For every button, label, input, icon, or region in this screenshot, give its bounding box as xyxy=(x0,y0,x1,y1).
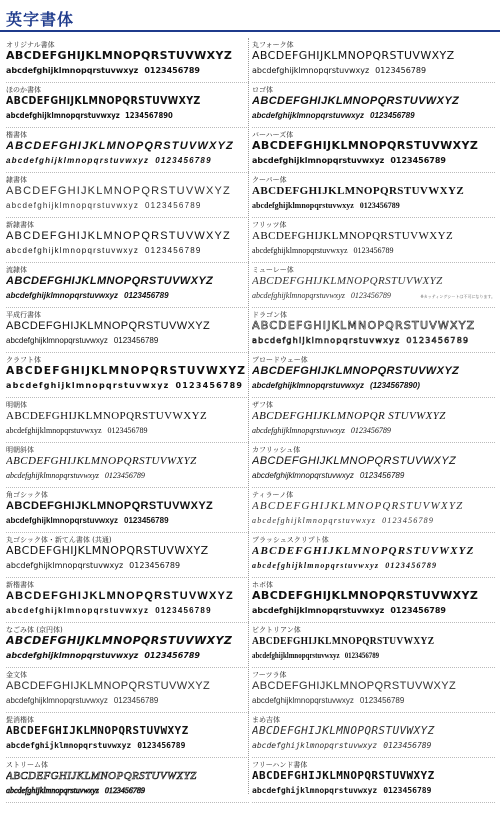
font-sample-card xyxy=(6,578,249,623)
lowercase-sample-line xyxy=(252,65,426,77)
lowercase-sample-line xyxy=(6,560,180,572)
font-sample-card xyxy=(6,398,249,443)
font-sample-card xyxy=(6,83,249,128)
lowercase-sample: abcdefghijklmnopqrstuvwxyz xyxy=(6,696,108,705)
font-note: ※カッティングシートは不可になります。 xyxy=(420,294,495,299)
digits-sample: 0123456789 xyxy=(144,66,200,75)
lowercase-sample-line xyxy=(252,155,446,167)
lowercase-sample-line xyxy=(252,515,434,527)
title-rule xyxy=(0,30,500,32)
uppercase-sample: ABCDEFGHIJKLMNOPQRSTUVWXYZ xyxy=(6,230,231,242)
lowercase-sample-line xyxy=(6,155,212,167)
font-sample-card xyxy=(252,443,495,488)
digits-sample: 0123456789 xyxy=(383,786,432,795)
lowercase-sample-line xyxy=(6,110,173,122)
font-name-label: ティラーノ体 xyxy=(252,491,294,499)
uppercase-sample: ABCDEFGHIJKLMNOPQRSTUVWXYZ xyxy=(6,364,247,377)
lowercase-sample: abcdefghijklmnopqrstuvwxyz xyxy=(252,291,345,300)
font-name-label: まめ吉体 xyxy=(252,716,280,724)
uppercase-sample: ABCDEFGHIJKLMNOPQRSTUVWXYZ xyxy=(252,769,435,782)
font-sample-card xyxy=(252,533,495,578)
lowercase-sample: abcdefghijklmnopqrstuvwxyz xyxy=(252,606,385,615)
font-sample-card xyxy=(252,353,495,398)
lowercase-sample: abcdefghijklmnopqrstuvwxyz xyxy=(6,471,99,480)
digits-sample: 0123456789 xyxy=(359,696,405,705)
lowercase-sample-line xyxy=(252,245,394,257)
font-name-label: 角ゴシック体 xyxy=(6,491,48,499)
page-title: 英字書体 xyxy=(6,10,75,29)
digits-sample: 0123456789 xyxy=(383,741,432,750)
lowercase-sample: abcdefghijklmnopqrstuvwxyz xyxy=(252,561,380,570)
digits-sample: 0123456789 xyxy=(113,336,159,345)
lowercase-sample: abcdefghijklmnopqrstuvwxyz xyxy=(252,426,345,435)
uppercase-sample: ABCDEFGHIJKLMNOPQRSTUVWXYZ xyxy=(6,140,234,152)
font-name-label: ブロードウェー体 xyxy=(252,356,308,364)
lowercase-sample-line xyxy=(252,605,446,617)
uppercase-sample: ABCDEFGHIJKLMNOPQRSTUVWXYZ xyxy=(252,545,475,557)
font-name-label: ドラゴン体 xyxy=(252,311,287,319)
digits-sample: 0123456789 xyxy=(124,516,169,525)
font-name-label: フーツラ体 xyxy=(252,671,287,679)
lowercase-sample: abcdefghijklmnopqrstuvwxyz xyxy=(252,246,348,255)
font-name-label: 流隷体 xyxy=(6,266,27,274)
digits-sample: 0123456789 xyxy=(155,606,212,615)
uppercase-sample: ABCDEFGHIJKLMNOPQRSTUVWXYZ xyxy=(6,680,211,692)
lowercase-sample: abcdefghijklmnopqrstuvwxyz xyxy=(6,336,108,345)
digits-sample: 0123456789 xyxy=(145,246,202,255)
lowercase-sample-line xyxy=(6,740,185,752)
digits-sample: 0123456789 xyxy=(350,426,391,435)
font-name-label: 新隷書体 xyxy=(6,221,34,229)
lowercase-sample: abcdefghijklmnopqrstuvwxyz xyxy=(6,606,150,615)
digits-sample: 0123456789 xyxy=(359,471,405,480)
lowercase-sample: abcdefghijklmnopqrstuvwxyz xyxy=(6,156,150,165)
lowercase-sample-line xyxy=(6,470,145,482)
uppercase-sample: ABCDEFGHIJKLMNOPQRSTUVWXYZ xyxy=(6,634,233,647)
font-name-label: 髭消楷体 xyxy=(6,716,34,724)
font-sample-card xyxy=(6,443,249,488)
font-sample-card xyxy=(252,488,495,533)
font-name-label: ほのか書体 xyxy=(6,86,41,94)
digits-sample: 0123456789 xyxy=(113,696,159,705)
uppercase-sample: ABCDEFGHIJKLMNOPQRSTUVWXYZ xyxy=(6,320,211,332)
lowercase-sample: abcdefghijklmnopqrstuvwxyz xyxy=(252,696,354,705)
font-sample-card xyxy=(252,173,495,218)
font-name-label: カフリッシュ体 xyxy=(252,446,301,454)
uppercase-sample: ABCDEFGHIJKLMNOPQRSTUVWXYZ xyxy=(6,185,231,197)
font-name-label: 平成行書体 xyxy=(6,311,41,319)
font-name-label: ザフ体 xyxy=(252,401,273,409)
lowercase-sample: abcdefghijklmnopqrstuvwxyz xyxy=(6,201,140,210)
uppercase-sample: ABCDEFGHIJKLMNOPQRSTUVWXYZ xyxy=(6,544,209,557)
lowercase-sample: abcdefghijklmnopqrstuvwxyz xyxy=(6,381,170,390)
lowercase-sample-line xyxy=(6,200,202,212)
lowercase-sample: abcdefghijklmnopqrstuvwxyz xyxy=(6,246,140,255)
lowercase-sample: abcdefghijklmnopqrstuvwxyz xyxy=(252,111,365,120)
lowercase-sample-line xyxy=(252,425,391,437)
font-name-label: クーパー体 xyxy=(252,176,287,184)
font-name-label: 丸フォーク体 xyxy=(252,41,294,49)
lowercase-sample-line xyxy=(6,380,243,392)
uppercase-sample: ABCDEFGHIJKLMNOPQRSTUVWXYZ xyxy=(252,724,435,737)
font-name-label: ロゴ体 xyxy=(252,86,273,94)
font-name-label: 明朝体 xyxy=(6,401,27,409)
lowercase-sample: abcdefghijklmnopqrstuvwxyz xyxy=(252,741,378,750)
uppercase-sample: ABCDEFGHIJKLMNOPQRSTUVWXYZ xyxy=(6,770,197,782)
font-sample-card xyxy=(252,263,495,308)
lowercase-sample: abcdefghijklmnopqrstuvwxyz xyxy=(6,651,139,660)
uppercase-sample: ABCDEFGHIJKLMNOPQRSTUVWXYZ xyxy=(6,724,189,737)
digits-sample: 0123456789 xyxy=(375,66,427,75)
digits-sample: 0123456789 xyxy=(350,291,391,300)
lowercase-sample-line xyxy=(6,515,169,527)
uppercase-sample: ABCDEFGHIJKLMNOPQRSTUVWXYZ xyxy=(6,455,197,467)
digits-sample: 0123456789 xyxy=(107,426,148,435)
font-name-label: フリーハンド書体 xyxy=(252,761,308,769)
lowercase-sample-line xyxy=(6,695,158,707)
lowercase-sample: abcdefghijklmnopqrstuvwxyz xyxy=(6,786,99,795)
font-sample-card xyxy=(6,128,249,173)
font-name-label: 楷書体 xyxy=(6,131,27,139)
lowercase-sample-line xyxy=(6,335,158,347)
column-divider xyxy=(248,38,249,794)
font-sample-card xyxy=(252,398,495,443)
font-name-label: なごみ体 (京円体) xyxy=(6,626,63,634)
digits-sample: 0123456789 xyxy=(129,561,181,570)
lowercase-sample-line xyxy=(252,785,431,797)
digits-sample: 0123456789 xyxy=(137,741,186,750)
lowercase-sample: abcdefghijklmnopqrstuvwxyz xyxy=(252,66,370,75)
font-name-label: 明朝斜体 xyxy=(6,446,34,454)
uppercase-sample: ABCDEFGHIJKLMNOPQRSTUVWXYZ xyxy=(252,500,464,512)
lowercase-sample-line xyxy=(6,425,148,437)
lowercase-sample-line xyxy=(252,695,404,707)
uppercase-sample: ABCDEFGHIJKLMNOPQRSTUVWXYZ xyxy=(6,275,214,287)
font-sample-card xyxy=(252,713,495,758)
font-name-label: オリジナル書体 xyxy=(6,41,55,49)
font-sample-card xyxy=(6,713,249,758)
lowercase-sample-line xyxy=(6,605,212,617)
lowercase-sample-line xyxy=(6,290,169,302)
font-sample-card xyxy=(252,308,495,353)
font-sample-card xyxy=(6,533,249,578)
font-name-label: ミューレー体 xyxy=(252,266,294,274)
uppercase-sample: ABCDEFGHIJKLMNOPQRSTUVWXYZ xyxy=(252,185,465,197)
lowercase-sample-line xyxy=(252,200,400,212)
lowercase-sample-line xyxy=(6,650,200,662)
lowercase-sample-line xyxy=(252,560,437,572)
lowercase-sample-line xyxy=(252,110,415,122)
font-sample-card xyxy=(252,218,495,263)
uppercase-sample: ABCDEFGHIJKLMNOPQRSTUVWXYZ xyxy=(252,95,460,107)
uppercase-sample: ABCDEFGHIJKLMNOPQRSTUVWXYZ xyxy=(252,589,479,602)
uppercase-sample: ABCDEFGHIJKLMNOPQRSTUVWXYZ xyxy=(252,139,479,152)
font-sample-card xyxy=(6,353,249,398)
font-name-label: クラフト体 xyxy=(6,356,41,364)
digits-sample: 0123456789 xyxy=(382,516,435,525)
uppercase-sample: ABCDEFGHIJKLMNOPQRSTUVWXYZ xyxy=(252,680,457,692)
uppercase-sample: ABCDEFGHIJKLMNOPQRSTUVWXYZ xyxy=(6,94,201,107)
font-name-label: ブラッシュスクリプト体 xyxy=(252,536,329,544)
uppercase-sample: ABCDEFGHIJKLMNOPQRSTUVWXYZ xyxy=(6,410,208,422)
uppercase-sample: ABCDEFGHIJKLMNOPQRSTUVWXYZ xyxy=(6,500,214,512)
digits-sample: 0123456789 xyxy=(104,471,145,480)
digits-sample: 0123456789 xyxy=(155,156,212,165)
digits-sample: 0123456789 xyxy=(353,246,394,255)
font-column-left xyxy=(6,38,249,803)
uppercase-sample: ABCDEFGHIJKLMNOPQR STUVWXYZ xyxy=(252,410,446,422)
font-name-label: バーハーズ体 xyxy=(252,131,294,139)
font-column-right xyxy=(252,38,495,803)
digits-sample: 0123456789 xyxy=(406,336,470,345)
font-name-label: ホボ体 xyxy=(252,581,273,589)
uppercase-sample: ABCDEFGHIJKLMNOPQRSTUVWXYZ xyxy=(252,275,443,287)
uppercase-sample: ABCDEFGHIJKLMNOPQRSTUVWXYZ xyxy=(252,49,455,62)
lowercase-sample: abcdefghijklmnopqrstuvwxyz xyxy=(6,66,139,75)
lowercase-sample: abcdefghijklmnopqrstuvwxyz xyxy=(252,516,377,525)
lowercase-sample: abcdefghijklmnopqrstuvwxyz xyxy=(252,471,354,480)
digits-sample: (1234567890) xyxy=(370,381,420,390)
font-sample-card xyxy=(252,623,495,668)
digits-sample: 0123456789 xyxy=(124,291,169,300)
lowercase-sample: abcdefghijklmnopqrstuvwxyz xyxy=(252,156,385,165)
font-name-label: 新楷書体 xyxy=(6,581,34,589)
font-sample-card xyxy=(6,308,249,353)
uppercase-sample: ABCDEFGHIJKLMNOPQRSTUVWXYZ xyxy=(252,365,460,377)
lowercase-sample-line xyxy=(252,380,420,392)
font-sample-card xyxy=(6,488,249,533)
font-sample-card xyxy=(6,668,249,713)
uppercase-sample: ABCDEFGHIJKLMNOPQRSTUVWXYZ xyxy=(6,590,234,602)
lowercase-sample: abcdefghijklmnopqrstuvwxyz xyxy=(6,291,119,300)
lowercase-sample-line xyxy=(6,245,202,257)
font-sample-card xyxy=(6,263,249,308)
font-sample-card xyxy=(252,668,495,713)
uppercase-sample: ABCDEFGHIJKLMNOPQRSTUVWXYZ xyxy=(252,635,435,647)
digits-sample: 0123456789 xyxy=(104,786,145,795)
font-name-label: フリッツ体 xyxy=(252,221,287,229)
font-name-label: ストリーム体 xyxy=(6,761,48,769)
font-sample-card xyxy=(252,128,495,173)
uppercase-sample: ABCDEFGHIJKLMNOPQRSTUVWXYZ xyxy=(252,319,476,332)
lowercase-sample: abcdefghijklmnopqrstuvwxyz xyxy=(252,201,354,210)
font-name-label: 金文体 xyxy=(6,671,27,679)
font-name-label: 隷書体 xyxy=(6,176,27,184)
font-sample-card xyxy=(252,578,495,623)
lowercase-sample-line xyxy=(252,470,404,482)
lowercase-sample-line xyxy=(252,335,469,347)
lowercase-sample: abcdefghijklmnopqrstuvwxyz xyxy=(6,561,124,570)
digits-sample: 0123456789 xyxy=(385,561,438,570)
lowercase-sample-line xyxy=(6,785,145,797)
font-sample-card xyxy=(252,83,495,128)
lowercase-sample-line xyxy=(252,650,379,662)
digits-sample: 0123456789 xyxy=(144,651,200,660)
uppercase-sample: ABCDEFGHIJKLMNOPQRSTUVWXYZ xyxy=(6,49,233,62)
font-sample-card xyxy=(252,758,495,803)
lowercase-sample-line xyxy=(252,740,431,752)
lowercase-sample: abcdefghijklmnopqrstuvwxyz xyxy=(252,651,340,660)
digits-sample: 0123456789 xyxy=(344,651,380,660)
lowercase-sample: abcdefghijklmnopqrstuvwxyz xyxy=(6,426,102,435)
lowercase-sample-line xyxy=(6,65,200,77)
font-sample-card xyxy=(252,38,495,83)
digits-sample: 0123456789 xyxy=(390,156,446,165)
digits-sample: 0123456789 xyxy=(359,201,400,210)
digits-sample: 0123456789 xyxy=(175,381,244,390)
page-header xyxy=(0,0,500,34)
font-name-label: ビクトリアン体 xyxy=(252,626,301,634)
digits-sample: 0123456789 xyxy=(370,111,415,120)
lowercase-sample: abcdefghijklmnopqrstuvwxyz xyxy=(252,786,378,795)
lowercase-sample: abcdefghijklmnopqrstuvwxyz xyxy=(252,381,365,390)
lowercase-sample: abcdefghijklmnopqrstuvwxyz xyxy=(252,336,401,345)
uppercase-sample: ABCDEFGHIJKLMNOPQRSTUVWXYZ xyxy=(252,455,457,467)
digits-sample: 0123456789 xyxy=(145,201,202,210)
lowercase-sample: abcdefghijklmnopqrstuvwxyz xyxy=(6,516,119,525)
font-sample-card xyxy=(6,173,249,218)
lowercase-sample: abcdefghijklmnopqrstuvwxyz xyxy=(6,741,132,750)
font-sample-card xyxy=(6,623,249,668)
digits-sample: 0123456789 xyxy=(390,606,446,615)
digits-sample: 1234567890 xyxy=(124,111,173,120)
lowercase-sample: abcdefghijklmnopqrstuvwxyz xyxy=(6,111,120,120)
font-sample-card xyxy=(6,38,249,83)
font-name-label: 丸ゴシック体・新てん書体 (共通) xyxy=(6,536,112,544)
uppercase-sample: ABCDEFGHIJKLMNOPQRSTUVWXYZ xyxy=(252,230,454,242)
font-sample-card xyxy=(6,758,249,803)
font-sample-card xyxy=(6,218,249,263)
lowercase-sample-line xyxy=(252,290,391,302)
